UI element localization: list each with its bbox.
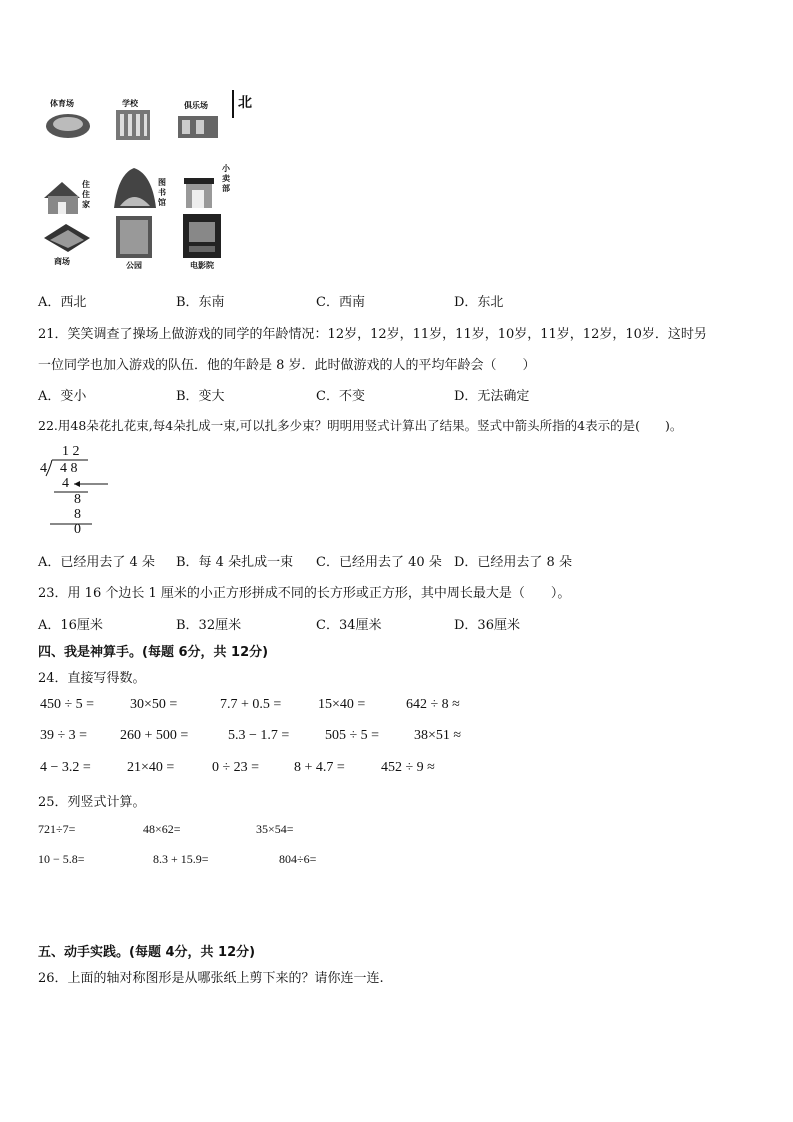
- division-quotient: 1 2: [62, 444, 80, 459]
- q21-text-line1: 21．笑笑调查了操场上做游戏的同学的年龄情况：12岁，12岁，11岁，11岁，10岁，11岁，12岁，10岁．这时另: [38, 327, 707, 342]
- q24-item: 39 ÷ 3 =: [40, 728, 88, 743]
- division-remainder: 0: [74, 522, 81, 537]
- q24-item: 5.3 − 1.7 =: [228, 728, 290, 743]
- division-step-2: 8: [74, 492, 81, 507]
- q24-item: 4 − 3.2 =: [40, 760, 91, 775]
- place-label-stadium: 体育场: [50, 99, 74, 108]
- q23-option-a[interactable]: A．16厘米: [38, 618, 103, 633]
- division-divisor: 4: [40, 461, 47, 476]
- q20-option-a[interactable]: A．西北: [38, 295, 87, 310]
- q24-title: 24．直接写得数。: [38, 671, 146, 686]
- q23-text: 23．用 16 个边长 1 厘米的小正方形拼成不同的长方形或正方形，其中周长最大是（ ）。: [38, 586, 571, 601]
- q21-option-a[interactable]: A．变小: [38, 389, 87, 404]
- section-5-heading: 五、动手实践。(每题 4分，共 12分): [38, 945, 256, 960]
- q22-text: 22.用48朵花扎花束,每4朵扎成一束,可以扎多少束？明明用竖式计算出了结果。竖式中箭头所指的4表示的是( )。: [38, 418, 683, 433]
- q24-item: 21×40 =: [127, 760, 175, 775]
- q24-item: 7.7 + 0.5 =: [220, 697, 282, 712]
- q24-item: 15×40 =: [318, 697, 366, 712]
- place-label-school: 学校: [122, 99, 138, 108]
- q25-item: 35×54=: [256, 822, 294, 836]
- q21-option-b[interactable]: B．变大: [176, 389, 225, 404]
- q21-text-line2: 一位同学也加入游戏的队伍．他的年龄是 8 岁．此时做游戏的人的平均年龄会（ ）: [38, 358, 536, 373]
- q24-item: 30×50 =: [130, 697, 178, 712]
- map-figure: [40, 88, 260, 273]
- section-4-heading: 四、我是神算手。(每题 6分，共 12分): [38, 645, 269, 660]
- q24-item: 260 + 500 =: [120, 728, 189, 743]
- q25-item: 8.3 + 15.9=: [153, 852, 209, 866]
- q22-option-c[interactable]: C．已经用去了 40 朵: [316, 555, 442, 570]
- place-label-park: 公园: [126, 261, 142, 270]
- q20-option-c[interactable]: C．西南: [316, 295, 365, 310]
- q21-option-c[interactable]: C．不变: [316, 389, 365, 404]
- long-division: [36, 444, 116, 540]
- q24-item: 0 ÷ 23 =: [212, 760, 260, 775]
- north-label: 北: [238, 95, 252, 111]
- q23-option-c[interactable]: C．34厘米: [316, 618, 382, 633]
- q25-item: 721÷7=: [38, 822, 76, 836]
- q24-item: 8 + 4.7 =: [294, 760, 345, 775]
- place-label-mall: 商场: [54, 257, 70, 266]
- place-label-shop: 小卖部: [222, 164, 230, 193]
- q23-option-b[interactable]: B．32厘米: [176, 618, 242, 633]
- q24-item: 452 ÷ 9 ≈: [381, 760, 435, 775]
- q24-item: 450 ÷ 5 =: [40, 697, 95, 712]
- q24-item: 38×51 ≈: [414, 728, 462, 743]
- q21-option-d[interactable]: D．无法确定: [454, 389, 530, 404]
- q22-option-d[interactable]: D．已经用去了 8 朵: [454, 555, 572, 570]
- q24-item: 505 ÷ 5 =: [325, 728, 380, 743]
- q24-item: 642 ÷ 8 ≈: [406, 697, 460, 712]
- division-step-1: 4: [62, 476, 69, 491]
- q23-option-d[interactable]: D．36厘米: [454, 618, 520, 633]
- q25-item: 10 − 5.8=: [38, 852, 85, 866]
- q26-text: 26．上面的轴对称图形是从哪张纸上剪下来的？请你连一连.: [38, 971, 384, 986]
- q22-option-b[interactable]: B．每 4 朵扎成一束: [176, 555, 294, 570]
- place-label-club: 俱乐场: [184, 101, 208, 110]
- q25-item: 48×62=: [143, 822, 181, 836]
- q20-option-b[interactable]: B．东南: [176, 295, 225, 310]
- q20-option-d[interactable]: D．东北: [454, 295, 504, 310]
- place-label-home: 住住家: [82, 180, 90, 209]
- q25-title: 25．列竖式计算。: [38, 795, 146, 810]
- q25-item: 804÷6=: [279, 852, 317, 866]
- place-label-cinema: 电影院: [190, 261, 214, 270]
- division-step-3: 8: [74, 507, 81, 522]
- place-label-library: 图书馆: [158, 178, 166, 207]
- q22-option-a[interactable]: A．已经用去了 4 朵: [38, 555, 155, 570]
- division-dividend: 4 8: [60, 461, 78, 476]
